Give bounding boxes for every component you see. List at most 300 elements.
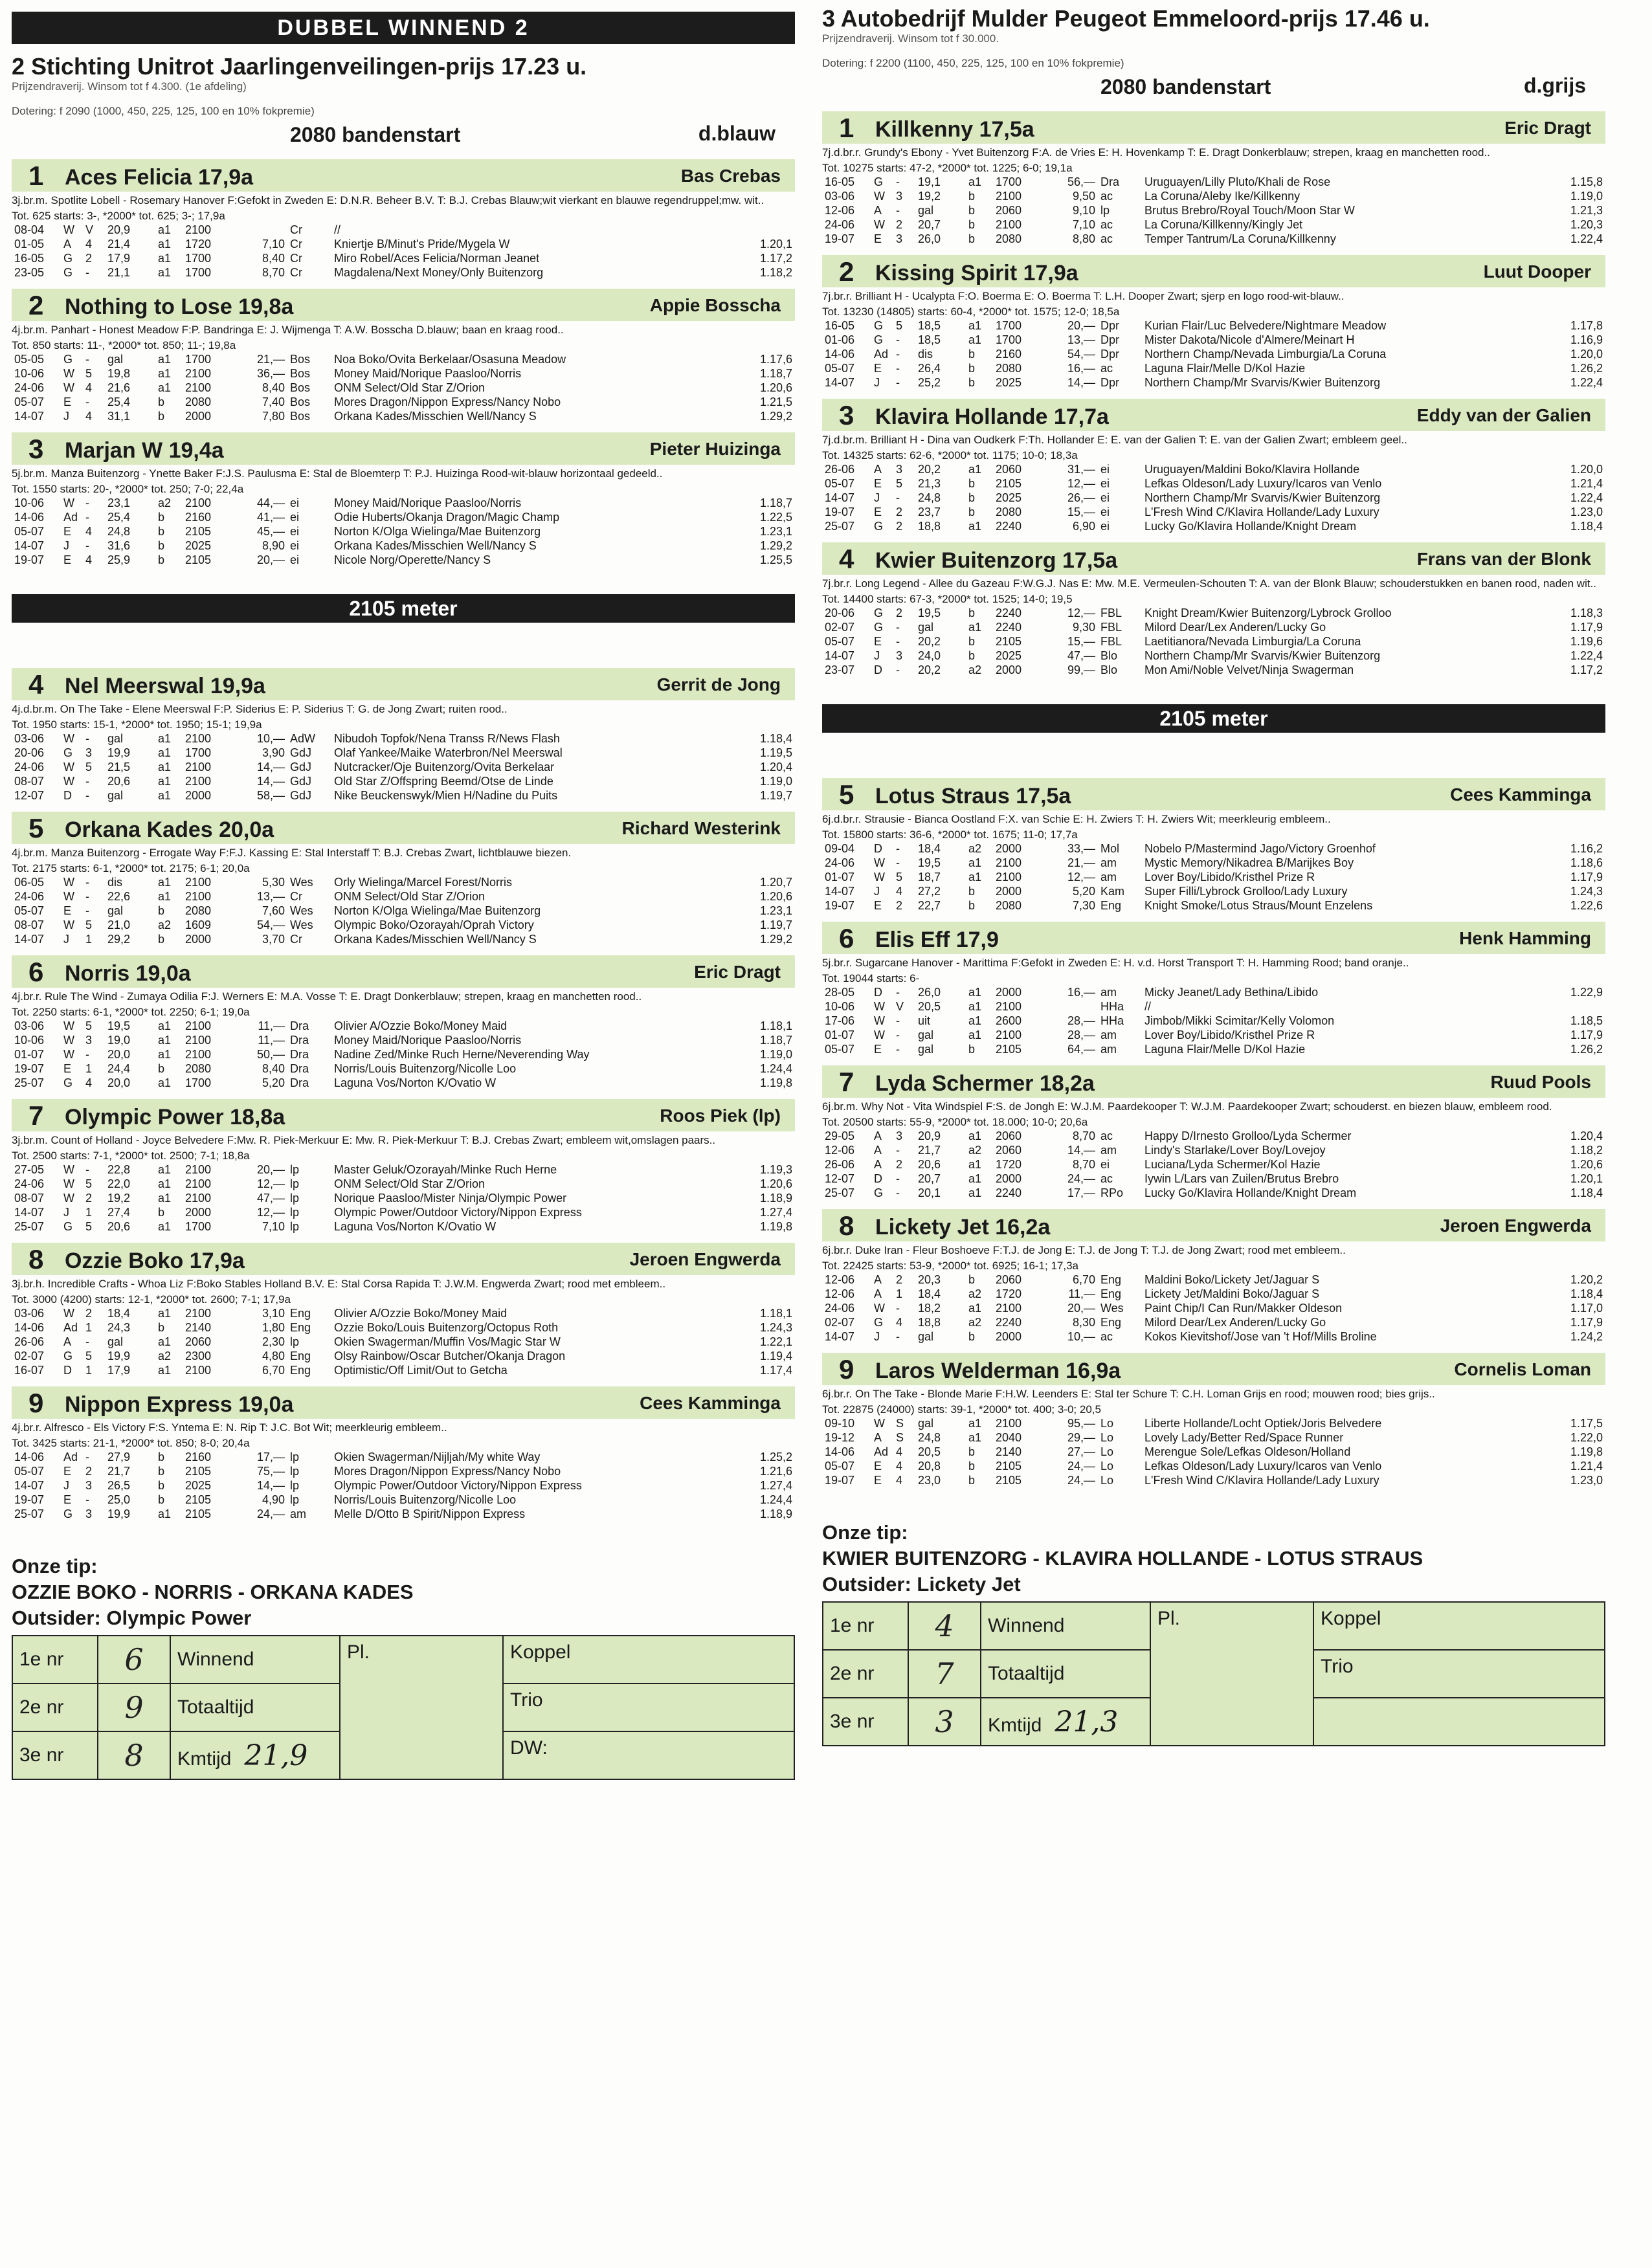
- result-row: [12, 760, 795, 774]
- result-finish: Micky Jeanet/Lady Bethina/Libido: [1144, 985, 1319, 999]
- result-finish: Paint Chip/I Can Run/Makker Oldeson: [1144, 1301, 1343, 1315]
- result-start: b: [968, 1473, 976, 1487]
- horse-driver: Bas Crebas: [680, 166, 781, 186]
- dubbel-winnend-banner: DUBBEL WINNEND 2: [12, 12, 795, 44]
- result-track: E: [874, 634, 882, 648]
- result-distance: 2080: [185, 395, 212, 408]
- result-date: 12-06: [825, 1273, 855, 1286]
- result-finish: Brutus Brebro/Royal Touch/Moon Star W: [1144, 203, 1355, 217]
- result-finish: Northern Champ/Mr Svarvis/Kwier Buitenzorg: [1144, 491, 1381, 504]
- result-driver: FBL: [1100, 606, 1122, 619]
- result-finish: Norris/Louis Buitenzorg/Nicolle Loo: [334, 1493, 517, 1506]
- result-start: b: [968, 1042, 976, 1056]
- result-driver: lp: [290, 1219, 300, 1233]
- result-place: -: [85, 395, 89, 408]
- result-row: [12, 553, 795, 567]
- result-track: G: [874, 620, 884, 634]
- result-winner-time: 1.29,2: [759, 932, 792, 946]
- result-finish: Magdalena/Next Money/Only Buitenzorg: [334, 265, 544, 279]
- result-driver: Eng: [290, 1363, 311, 1377]
- result-finish: Laetitianora/Nevada Limburgia/La Coruna: [1144, 634, 1361, 648]
- bet-row: [12, 1636, 794, 1684]
- result-winner-time: 1.25,5: [759, 553, 792, 566]
- result-track: A: [874, 1157, 882, 1171]
- result-date: 24-06: [14, 889, 45, 903]
- result-start: a1: [968, 1416, 982, 1430]
- result-finish: Okien Swagerman/Muffin Vos/Magic Star W: [334, 1335, 561, 1348]
- result-date: 25-07: [14, 1507, 45, 1520]
- tip-block: [822, 1520, 1605, 1746]
- result-winner-time: 1.18,4: [759, 731, 792, 745]
- result-time: 23,7: [918, 505, 941, 518]
- result-row: [12, 1205, 795, 1219]
- result-row: [12, 1306, 795, 1320]
- horse-header: [822, 542, 1605, 575]
- result-distance: 2080: [996, 505, 1022, 518]
- result-driver: lp: [290, 1478, 300, 1492]
- result-row: [12, 510, 795, 524]
- result-row: [822, 870, 1605, 884]
- result-place: 2: [896, 519, 903, 533]
- result-distance: 2100: [996, 1028, 1022, 1041]
- horse-name: Lyda Schermer 18,2a: [875, 1071, 1095, 1096]
- result-distance: 2025: [996, 375, 1022, 389]
- handwritten-km-time[interactable]: 21,9: [244, 1739, 308, 1772]
- place-field[interactable]: Pl.: [340, 1636, 503, 1779]
- result-time: 20,3: [918, 1273, 941, 1286]
- result-time: 26,0: [918, 985, 941, 999]
- result-start: a1: [158, 1219, 172, 1233]
- results-table: [822, 462, 1605, 533]
- horse-list: [822, 111, 1605, 677]
- result-prize: 8,30: [1072, 1315, 1095, 1329]
- handwritten-number[interactable]: 6: [98, 1636, 170, 1684]
- result-time: 22,0: [107, 1177, 131, 1190]
- result-distance: 2105: [996, 634, 1022, 648]
- handwritten-number[interactable]: 4: [908, 1602, 981, 1650]
- result-driver: am: [1100, 985, 1117, 999]
- result-place: 4: [85, 381, 93, 394]
- result-date: 12-07: [825, 1172, 855, 1185]
- horse-header: [822, 1065, 1605, 1098]
- result-time: 24,3: [107, 1320, 131, 1334]
- result-prize: 7,30: [1072, 898, 1095, 912]
- horse-driver: Gerrit de Jong: [656, 674, 781, 695]
- result-date: 28-05: [825, 985, 855, 999]
- horse-pedigree: 7j.br.r. Brilliant H - Ucalypta F:O. Boerma E: O. Boerma T: L.H. Dooper Zwart; sjerp en logo rood-wit-blauw..: [822, 290, 1345, 302]
- result-row: [822, 606, 1605, 620]
- result-distance: 2100: [996, 189, 1022, 203]
- horse-driver: Eric Dragt: [1504, 118, 1591, 138]
- result-driver: Cr: [290, 223, 302, 236]
- handwritten-number[interactable]: 3: [908, 1698, 981, 1746]
- handwritten-km-time[interactable]: 21,3: [1055, 1705, 1119, 1739]
- result-distance: 2105: [185, 1464, 212, 1478]
- result-finish: Happy D/Irnesto Grolloo/Lyda Schermer: [1144, 1129, 1352, 1142]
- result-track: E: [874, 898, 882, 912]
- result-time: 24,8: [107, 524, 131, 538]
- result-winner-time: 1.19,8: [759, 1076, 792, 1089]
- result-start: b: [968, 634, 976, 648]
- horse-number: 8: [28, 1244, 44, 1274]
- result-driver: GdJ: [290, 788, 312, 802]
- result-track: W: [63, 889, 74, 903]
- result-distance: 2100: [185, 1191, 212, 1205]
- result-winner-time: 1.17,9: [1570, 1028, 1603, 1041]
- result-prize: 17,—: [1067, 1186, 1095, 1199]
- result-winner-time: 1.20,3: [1570, 217, 1603, 231]
- horse-header: [12, 812, 795, 844]
- bet-position-label: 2e nr: [823, 1650, 908, 1698]
- result-place: 5: [85, 366, 93, 380]
- result-finish: La Coruna/Killkenny/Kingly Jet: [1144, 217, 1303, 231]
- result-track: A: [874, 1287, 882, 1300]
- horse-number: 4: [839, 544, 854, 574]
- result-track: E: [874, 505, 882, 518]
- result-distance: 2100: [185, 1033, 212, 1047]
- horse-number: 9: [839, 1354, 854, 1384]
- result-start: b: [968, 232, 976, 245]
- handwritten-number[interactable]: 9: [98, 1684, 170, 1731]
- result-finish: Knight Smoke/Lotus Straus/Mount Enzelens: [1144, 898, 1373, 912]
- horse-driver: Jeroen Engwerda: [1440, 1216, 1591, 1236]
- result-start: a1: [968, 1028, 982, 1041]
- result-date: 19-07: [825, 898, 855, 912]
- result-winner-time: 1.19,0: [1570, 189, 1603, 203]
- result-driver: ei: [1100, 505, 1110, 518]
- result-prize: 24,—: [1067, 1459, 1095, 1473]
- bet-extra-field[interactable]: Koppel: [1313, 1602, 1605, 1650]
- result-row: [12, 496, 795, 510]
- horse-header: [12, 668, 795, 700]
- horse-entry: [12, 668, 795, 803]
- result-time: 18,7: [918, 870, 941, 884]
- result-winner-time: 1.22,4: [1570, 232, 1603, 245]
- result-date: 14-06: [14, 510, 45, 524]
- handwritten-number[interactable]: 8: [98, 1731, 170, 1779]
- bet-extra-field[interactable]: Trio: [503, 1684, 794, 1731]
- result-winner-time: 1.22,0: [1570, 1430, 1603, 1444]
- horse-driver: Appie Bosscha: [649, 295, 781, 315]
- result-distance: 2080: [996, 232, 1022, 245]
- result-distance: 2000: [996, 985, 1022, 999]
- bet-type: [170, 1731, 340, 1779]
- result-place: -: [896, 1172, 900, 1185]
- result-time: 26,0: [918, 232, 941, 245]
- result-time: 18,5: [918, 333, 941, 346]
- horse-name: Olympic Power 18,8a: [65, 1105, 285, 1129]
- result-track: A: [63, 237, 72, 250]
- result-distance: 2140: [185, 1320, 212, 1334]
- result-driver: lp: [290, 1162, 300, 1176]
- result-finish: Kurian Flair/Luc Belvedere/Nightmare Meadow: [1144, 318, 1387, 332]
- result-prize: 20,—: [1067, 1301, 1095, 1315]
- result-winner-time: 1.19,7: [759, 918, 792, 931]
- result-row: [822, 999, 1605, 1014]
- result-place: 2: [896, 217, 903, 231]
- results-table: [12, 352, 795, 423]
- result-place: 5: [896, 870, 903, 884]
- result-time: 18,8: [918, 519, 941, 533]
- horse-entry: [822, 111, 1605, 246]
- result-date: 05-07: [825, 1459, 855, 1473]
- bet-position-label: 3e nr: [12, 1731, 98, 1779]
- result-row: [822, 1028, 1605, 1042]
- result-track: G: [874, 519, 884, 533]
- result-row: [822, 620, 1605, 634]
- result-distance: 2060: [996, 203, 1022, 217]
- result-date: 08-07: [14, 774, 45, 788]
- result-start: a1: [968, 519, 982, 533]
- result-place: -: [85, 904, 89, 917]
- result-finish: Lefkas Oldeson/Lady Luxury/Icaros van Venlo: [1144, 1459, 1382, 1473]
- result-finish: Norton K/Olga Wielinga/Mae Buitenzorg: [334, 904, 541, 917]
- result-time: 26,4: [918, 361, 941, 375]
- result-prize: 41,—: [256, 510, 285, 524]
- result-driver: Eng: [1100, 1315, 1122, 1329]
- result-place: 2: [85, 1191, 93, 1205]
- horse-name: Elis Eff 17,9: [875, 928, 999, 952]
- result-driver: RPo: [1100, 1186, 1124, 1199]
- result-start: b: [158, 1062, 165, 1075]
- result-finish: Okien Swagerman/Nijljah/My white Way: [334, 1450, 541, 1463]
- result-track: A: [874, 1430, 882, 1444]
- result-distance: 2060: [996, 1129, 1022, 1142]
- result-driver: Kam: [1100, 884, 1125, 898]
- result-winner-time: 1.20,6: [1570, 1157, 1603, 1171]
- result-winner-time: 1.20,0: [1570, 347, 1603, 361]
- result-winner-time: 1.18,9: [759, 1507, 792, 1520]
- result-date: 29-05: [825, 1129, 855, 1142]
- result-winner-time: 1.18,2: [1570, 1143, 1603, 1157]
- result-driver: Wes: [290, 875, 313, 889]
- bet-position-label: 1e nr: [823, 1602, 908, 1650]
- result-date: 14-07: [825, 491, 855, 504]
- result-place: 3: [896, 189, 903, 203]
- result-winner-time: 1.15,8: [1570, 175, 1603, 188]
- result-track: G: [874, 333, 884, 346]
- tip-block: [12, 1553, 795, 1780]
- result-prize: 13,—: [1067, 333, 1095, 346]
- result-distance: 2040: [996, 1430, 1022, 1444]
- result-finish: Laguna Flair/Melle D/Kol Hazie: [1144, 361, 1306, 375]
- result-track: E: [874, 476, 882, 490]
- result-distance: 2100: [185, 496, 212, 509]
- result-distance: 1720: [185, 237, 212, 250]
- result-place: V: [896, 999, 904, 1013]
- result-driver: lp: [290, 1464, 300, 1478]
- result-place: 2: [896, 1273, 903, 1286]
- result-row: [12, 381, 795, 395]
- result-row: [12, 1320, 795, 1335]
- result-place: 2: [85, 251, 93, 265]
- result-date: 12-07: [14, 788, 45, 802]
- horse-pedigree: 5j.br.r. Sugarcane Hanover - Marittima F:Gefokt in Zweden E: H. v.d. Horst Transport T: H. Hamming Rood; band oranje..: [822, 957, 1409, 969]
- result-distance: 2000: [996, 663, 1022, 676]
- result-date: 05-05: [14, 352, 45, 366]
- result-driver: am: [1100, 1028, 1117, 1041]
- result-start: b: [158, 1320, 165, 1334]
- result-prize: 4,80: [262, 1349, 285, 1362]
- horse-entry: [12, 432, 795, 567]
- result-driver: GdJ: [290, 760, 312, 773]
- result-driver: ac: [1100, 232, 1113, 245]
- result-place: S: [896, 1430, 904, 1444]
- result-time: 19,5: [918, 606, 941, 619]
- result-time: 23,1: [107, 496, 131, 509]
- result-place: 1: [85, 1062, 93, 1075]
- result-row: [822, 1301, 1605, 1315]
- result-time: 25,4: [107, 395, 131, 408]
- result-time: 18,8: [918, 1315, 941, 1329]
- result-winner-time: 1.20,1: [1570, 1172, 1603, 1185]
- result-date: 14-07: [14, 409, 45, 423]
- result-track: W: [63, 1191, 74, 1205]
- result-driver: lp: [290, 1450, 300, 1463]
- result-prize: 12,—: [256, 1205, 285, 1219]
- result-distance: 2000: [185, 409, 212, 423]
- result-start: a1: [158, 788, 172, 802]
- result-date: 19-07: [825, 232, 855, 245]
- horse-header: [12, 1386, 795, 1419]
- result-place: 5: [85, 918, 93, 931]
- result-driver: Lo: [1100, 1430, 1114, 1444]
- result-winner-time: 1.20,4: [759, 760, 792, 773]
- left-column: [12, 0, 795, 2268]
- result-start: a2: [158, 1349, 172, 1362]
- race-dotering: Dotering: f 2090 (1000, 450, 225, 125, 100 en 10% fokpremie): [12, 105, 315, 117]
- bet-extra-field[interactable]: Trio: [1313, 1650, 1605, 1698]
- result-prize: 2,30: [262, 1335, 285, 1348]
- result-row: [12, 1507, 795, 1521]
- result-row: [822, 898, 1605, 913]
- result-date: 02-07: [14, 1349, 45, 1362]
- tip-outsider: Outsider: Olympic Power: [12, 1606, 252, 1629]
- result-date: 19-07: [825, 505, 855, 518]
- result-driver: Dra: [290, 1019, 309, 1032]
- result-distance: 2100: [185, 1047, 212, 1061]
- horse-pedigree: 4j.br.m. Manza Buitenzorg - Errogate Way F:F.J. Kassing E: Stal Interstaff T: B.J. Crebas Zwart, lichtblauwe biezen.: [12, 847, 572, 859]
- result-finish: Nibudoh Topfok/Nena Transs R/News Flash: [334, 731, 560, 745]
- result-time: 20,0: [107, 1076, 131, 1089]
- result-start: a1: [158, 774, 172, 788]
- result-finish: Lover Boy/Libido/Kristhel Prize R: [1144, 870, 1315, 884]
- result-driver: ac: [1100, 1172, 1113, 1185]
- result-start: a1: [968, 462, 982, 476]
- result-place: 1: [896, 1287, 903, 1300]
- result-prize: 11,—: [258, 1019, 285, 1032]
- bet-extra-field[interactable]: [1313, 1698, 1605, 1746]
- place-field[interactable]: Pl.: [1150, 1602, 1313, 1746]
- result-place: -: [85, 496, 89, 509]
- horse-name: Laros Welderman 16,9a: [875, 1359, 1121, 1383]
- result-driver: Lo: [1100, 1459, 1114, 1473]
- result-finish: Super Filli/Lybrock Grolloo/Lady Luxury: [1144, 884, 1348, 898]
- result-finish: //: [1144, 999, 1152, 1013]
- bet-extra-field[interactable]: Koppel: [503, 1636, 794, 1684]
- result-date: 01-06: [825, 333, 855, 346]
- result-track: E: [63, 553, 72, 566]
- result-track: A: [874, 1143, 882, 1157]
- horse-driver: Eddy van der Galien: [1416, 405, 1591, 425]
- bet-type-label: Kmtijd: [177, 1748, 232, 1770]
- result-distance: 2100: [185, 1019, 212, 1032]
- result-track: W: [874, 870, 885, 884]
- result-date: 09-04: [825, 841, 855, 855]
- result-finish: Olympic Boko/Ozorayah/Oprah Victory: [334, 918, 534, 931]
- result-row: [12, 1162, 795, 1177]
- result-row: [822, 462, 1605, 476]
- result-place: 4: [896, 1473, 903, 1487]
- result-winner-time: 1.18,1: [759, 1306, 792, 1320]
- result-finish: Olsy Rainbow/Oscar Butcher/Okanja Dragon: [334, 1349, 566, 1362]
- result-track: W: [63, 774, 74, 788]
- result-date: 25-07: [825, 1186, 855, 1199]
- result-finish: Lover Boy/Libido/Kristhel Prize R: [1144, 1028, 1315, 1041]
- horse-header: [12, 289, 795, 321]
- result-driver: Cr: [290, 251, 302, 265]
- bet-extra-field[interactable]: DW:: [503, 1731, 794, 1779]
- result-prize: 4,90: [262, 1493, 285, 1506]
- result-finish: Olympic Power/Outdoor Victory/Nippon Express: [334, 1478, 582, 1492]
- result-start: b: [158, 539, 165, 552]
- result-distance: 1700: [185, 265, 212, 279]
- result-start: a2: [158, 918, 172, 931]
- result-prize: 7,10: [262, 1219, 285, 1233]
- result-winner-time: 1.27,4: [759, 1205, 792, 1219]
- result-distance: 1700: [996, 333, 1022, 346]
- result-date: 14-07: [825, 375, 855, 389]
- result-date: 14-06: [14, 1450, 45, 1463]
- result-place: -: [85, 1450, 89, 1463]
- handwritten-number[interactable]: 7: [908, 1650, 981, 1698]
- result-prize: 1,80: [262, 1320, 285, 1334]
- result-row: [12, 1464, 795, 1478]
- result-start: a2: [968, 663, 982, 676]
- result-winner-time: 1.22,9: [1570, 985, 1603, 999]
- result-distance: 2240: [996, 1315, 1022, 1329]
- result-row: [12, 366, 795, 381]
- result-row: [822, 505, 1605, 519]
- result-row: [12, 1047, 795, 1062]
- result-driver: Wes: [290, 904, 313, 917]
- result-start: a1: [968, 175, 982, 188]
- result-winner-time: 1.19,8: [759, 1219, 792, 1233]
- result-distance: 2105: [996, 476, 1022, 490]
- result-place: -: [896, 175, 900, 188]
- result-row: [12, 1478, 795, 1493]
- result-driver: Blo: [1100, 649, 1118, 662]
- result-winner-time: 1.17,0: [1570, 1301, 1603, 1315]
- results-table: [822, 841, 1605, 913]
- result-finish: Orly Wielinga/Marcel Forest/Norris: [334, 875, 513, 889]
- result-distance: 2105: [996, 1459, 1022, 1473]
- result-track: E: [63, 1062, 72, 1075]
- result-distance: 2000: [185, 788, 212, 802]
- result-time: 21,3: [918, 476, 941, 490]
- result-date: 14-07: [14, 932, 45, 946]
- result-finish: L'Fresh Wind C/Klavira Hollande/Lady Luxury: [1144, 505, 1379, 518]
- result-date: 03-06: [825, 189, 855, 203]
- result-finish: Mores Dragon/Nippon Express/Nancy Nobo: [334, 395, 561, 408]
- result-prize: 47,—: [256, 1191, 285, 1205]
- result-finish: //: [334, 223, 341, 236]
- result-prize: 26,—: [1067, 491, 1095, 504]
- result-finish: Lefkas Oldeson/Lady Luxury/Icaros van Venlo: [1144, 476, 1382, 490]
- race-subtitle: Prijzendraverij. Winsom tot f 30.000.: [822, 32, 999, 45]
- result-start: a2: [968, 1315, 982, 1329]
- result-place: -: [896, 1028, 900, 1041]
